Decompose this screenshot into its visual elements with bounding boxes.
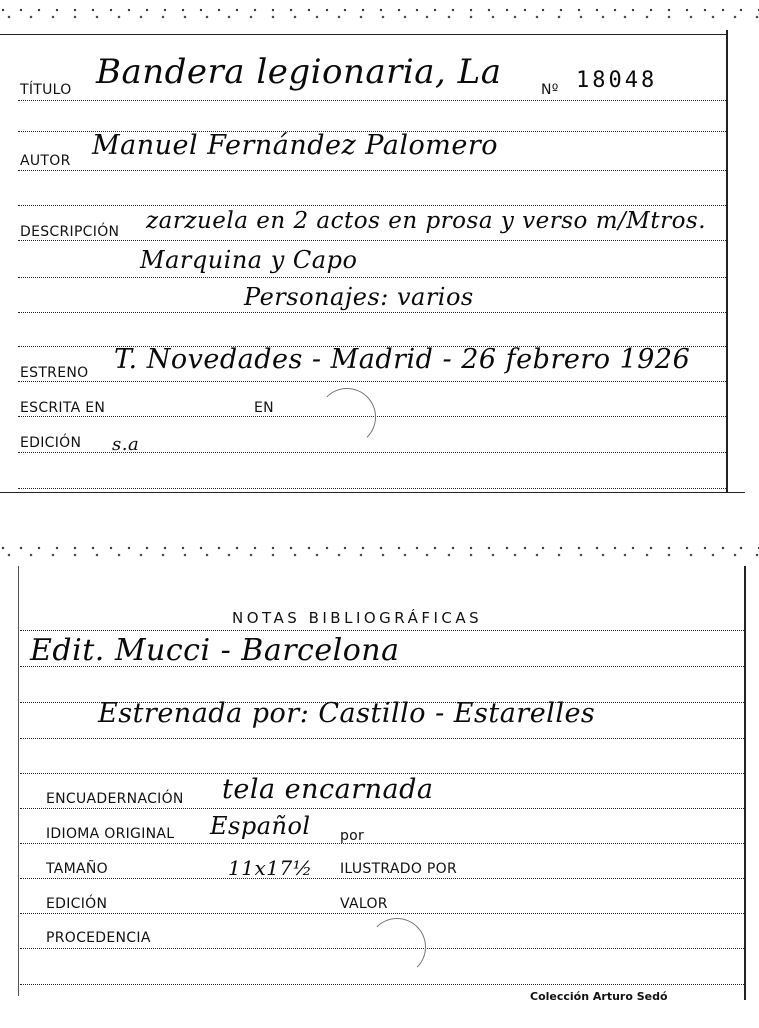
edicion-value: s.a: [112, 434, 140, 455]
valor-label: VALOR: [340, 896, 388, 912]
rule: [18, 205, 726, 206]
descripcion-line3: Personajes: varios: [244, 283, 474, 311]
descripcion-label: DESCRIPCIÓN: [20, 224, 120, 240]
nota-estreno: Estrenada por: Castillo - Estarelles: [98, 698, 596, 729]
encuadernacion-label: ENCUADERNACIÓN: [46, 791, 184, 807]
rule: [18, 381, 726, 382]
titulo-label: TÍTULO: [20, 82, 72, 98]
tamano-value: 11x17½: [228, 856, 313, 880]
rule: [20, 843, 744, 844]
rule: [20, 808, 744, 809]
catalog-card-bottom: [0, 538, 759, 1003]
ilustrado-label: ILUSTRADO POR: [340, 861, 457, 877]
tamano-label: TAMAÑO: [46, 861, 108, 877]
estreno-label: ESTRENO: [20, 365, 89, 381]
encuadernacion-value: tela encarnada: [222, 774, 434, 805]
procedencia-label: PROCEDENCIA: [46, 930, 151, 946]
stamp-mark: [368, 918, 426, 976]
escrita-en-label: ESCRITA EN: [20, 400, 106, 416]
rule: [20, 984, 744, 985]
card-right-border: [744, 566, 746, 1000]
nota-editorial: Edit. Mucci - Barcelona: [30, 633, 400, 668]
idioma-label: IDIOMA ORIGINAL: [46, 826, 175, 842]
rule: [18, 277, 726, 278]
edicion-label: EDICIÓN: [46, 896, 108, 912]
descripcion-line2: Marquina y Capo: [140, 246, 358, 274]
rule: [20, 630, 744, 631]
titulo-value: Bandera legionaria, La: [96, 52, 502, 92]
catalog-card-top: [0, 0, 759, 500]
card-top-rule: [0, 34, 728, 35]
card-left-border: [18, 566, 19, 996]
en-label: EN: [254, 400, 274, 416]
numero-value: 18048: [576, 68, 658, 93]
por-label: por: [340, 828, 365, 844]
rule: [18, 170, 726, 171]
rule: [20, 913, 744, 914]
card-bottom-rule: [0, 492, 745, 493]
collection-footer: Colección Arturo Sedó: [530, 990, 668, 1003]
rule: [20, 738, 744, 739]
stamp-mark: [318, 388, 376, 446]
torn-edge-top: [0, 6, 759, 24]
rule: [18, 488, 726, 489]
rule: [20, 878, 744, 879]
edicion-label: EDICIÓN: [20, 435, 82, 451]
autor-value: Manuel Fernández Palomero: [92, 130, 498, 161]
notas-title: NOTAS BIBLIOGRÁFICAS: [232, 609, 483, 627]
numero-label: Nº: [541, 82, 559, 98]
rule: [18, 240, 726, 241]
card-right-border: [726, 30, 728, 492]
torn-edge-top: [0, 544, 759, 562]
rule: [18, 100, 726, 101]
autor-label: AUTOR: [20, 153, 71, 169]
descripcion-line1: zarzuela en 2 actos en prosa y verso m/Mtros.: [146, 208, 707, 234]
rule: [18, 312, 726, 313]
idioma-value: Español: [210, 812, 311, 840]
estreno-value: T. Novedades - Madrid - 26 febrero 1926: [114, 344, 691, 375]
